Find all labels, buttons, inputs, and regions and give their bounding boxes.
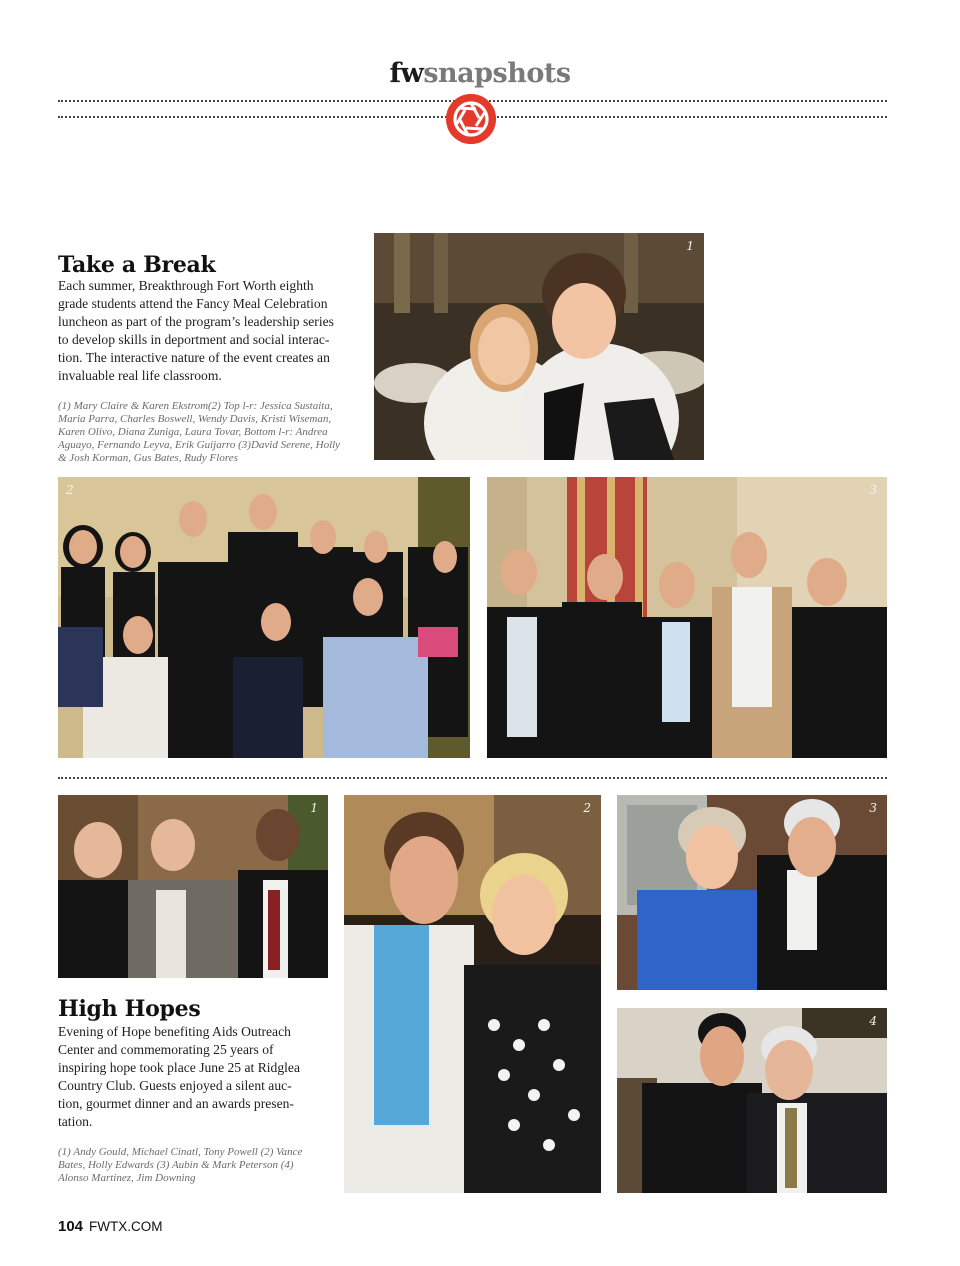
take-a-break-photo-1 — [374, 233, 704, 460]
section-header — [0, 58, 960, 89]
photo-number: 4 — [869, 1014, 877, 1028]
camera-aperture-icon — [446, 94, 496, 144]
photo-number: 3 — [869, 483, 877, 497]
high-hopes-caption: (1) Andy Gould, Michael Cinatl, Tony Powell (2) Vance Bates, Holly Edwards (3) Aubin & Mark Peterson (4) Alonso Martinez, Jim Downing — [58, 1146, 303, 1184]
header-title-rest: snapshots — [423, 58, 571, 89]
take-a-break-title: Take a Break — [58, 252, 216, 278]
high-hopes-body: Evening of Hope benefiting Aids Outreach Center and commemorating 25 years of inspiring hope took place June 25 at Ridglea Country Club. Guests enjoyed a silent auc-tion, gourmet dinner and an awards presen-tation. — [58, 1024, 300, 1129]
photo-number: 1 — [686, 239, 694, 253]
photo-number: 2 — [583, 801, 591, 815]
page-number: 104 — [58, 1218, 84, 1235]
take-a-break-photo-2 — [58, 477, 470, 758]
high-hopes-photo-2 — [344, 795, 601, 1193]
high-hopes-photo-4 — [617, 1008, 887, 1193]
section-divider — [58, 777, 887, 779]
page-footer — [58, 1218, 163, 1235]
high-hopes-photo-3 — [617, 795, 887, 990]
take-a-break-body: Each summer, Breakthrough Fort Worth eighth grade students attend the Fancy Meal Celebration luncheon as part of the program’s leadership series to develop skills in deportment and social interac-tion. The interactive nature of the event creates an invaluable real life classroom. — [58, 278, 334, 383]
photo-number: 2 — [66, 483, 74, 497]
header-title-bold: fw — [389, 58, 424, 89]
photo-number: 1 — [310, 801, 318, 815]
photo-number: 3 — [869, 801, 877, 815]
high-hopes-photo-1 — [58, 795, 328, 978]
take-a-break-caption: (1) Mary Claire & Karen Ekstrom(2) Top l-r: Jessica Sustaita, Maria Parra, Charles Boswell, Wendy Davis, Kristi Wiseman, Karen Olivo, Diana Zuniga, Laura Tovar, Bottom l-r: Andrea Aguayo, Fernando Leyva, Erik Guijarro (3)David Serene, Holly & Josh Korman, Gus Bates, Rudy Flores — [58, 400, 341, 464]
take-a-break-photo-3 — [487, 477, 887, 758]
high-hopes-title: High Hopes — [58, 996, 201, 1022]
site-url: FWTX.COM — [89, 1219, 163, 1234]
